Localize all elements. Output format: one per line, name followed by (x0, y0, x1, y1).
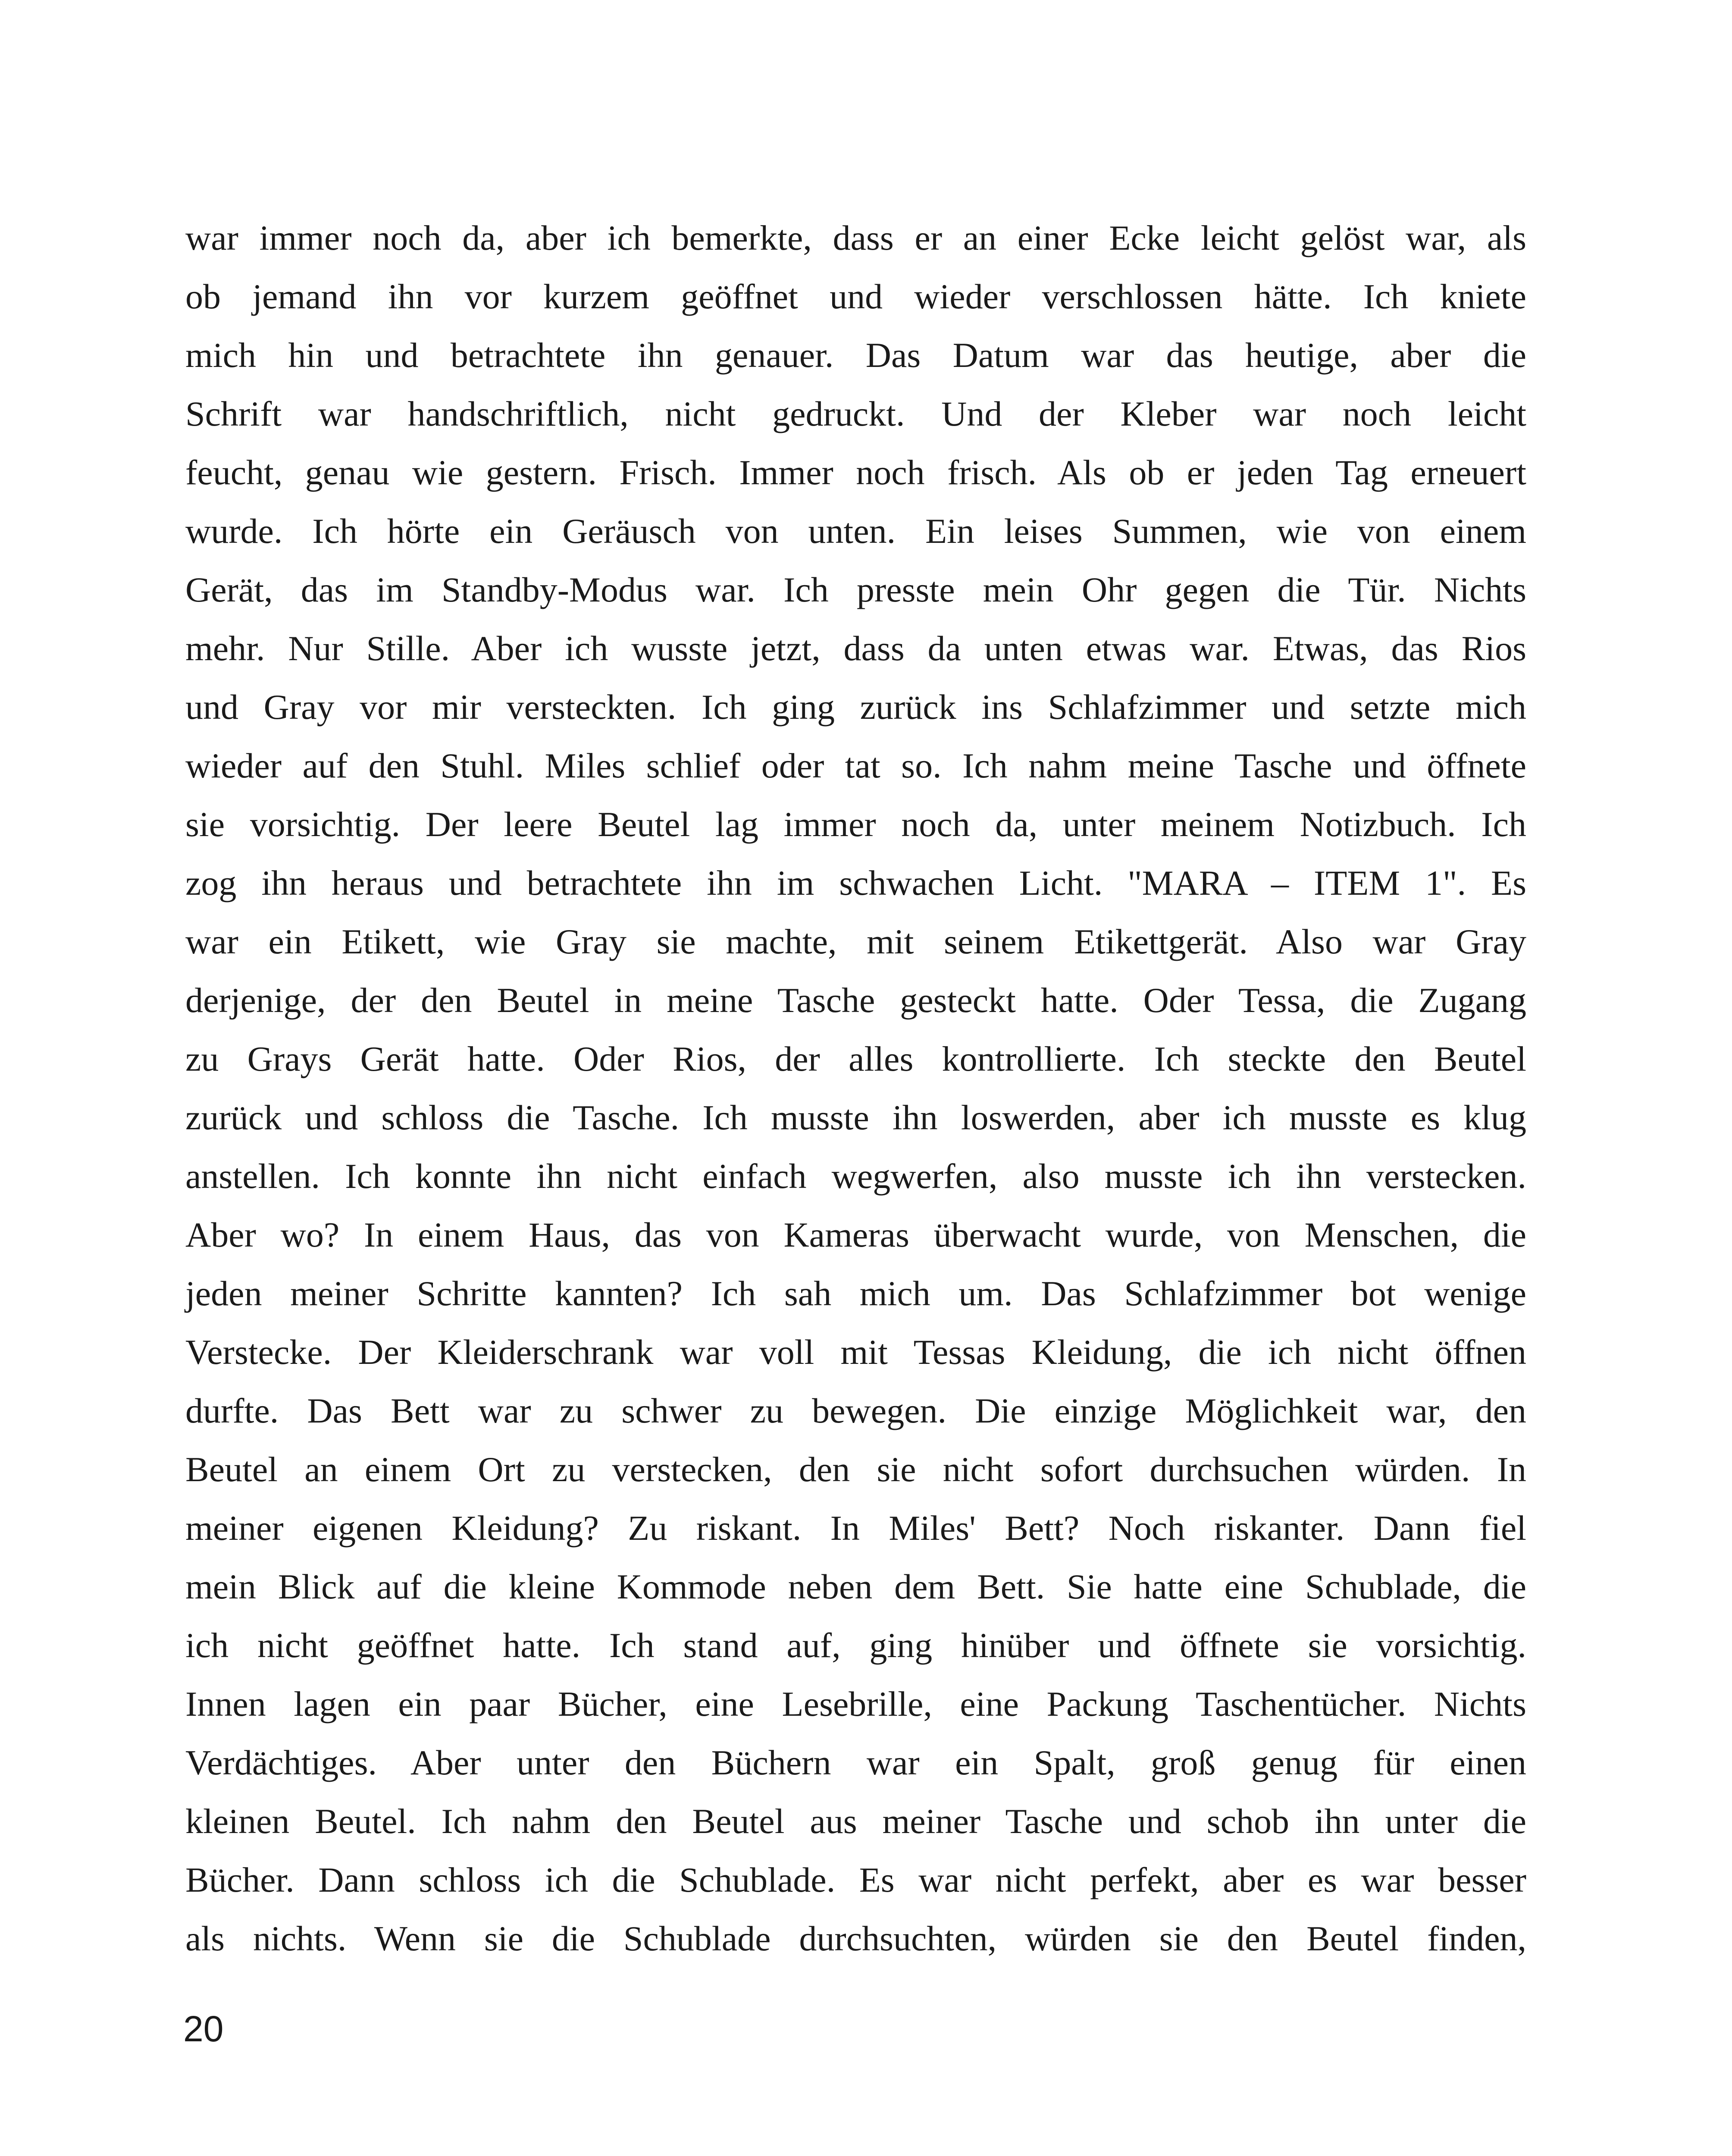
text-line: Innen lagen ein paar Bücher, eine Lesebrille, eine Packung Taschentücher. Nichts (185, 1684, 1526, 1724)
text-line: feucht, genau wie gestern. Frisch. Immer noch frisch. Als ob er jeden Tag erneuert (185, 453, 1526, 492)
text-line: Beutel an einem Ort zu verstecken, den sie nicht sofort durchsuchen würden. In (185, 1450, 1526, 1489)
text-line: war ein Etikett, wie Gray sie machte, mit seinem Etikettgerät. Also war Gray (185, 922, 1526, 961)
text-line: anstellen. Ich konnte ihn nicht einfach wegwerfen, also musste ich ihn verstecken. (185, 1156, 1526, 1196)
text-line: Aber wo? In einem Haus, das von Kameras überwacht wurde, von Menschen, die (185, 1215, 1526, 1254)
text-line: jeden meiner Schritte kannten? Ich sah mich um. Das Schlafzimmer bot wenige (185, 1274, 1526, 1313)
text-line: derjenige, der den Beutel in meine Tasche gesteckt hatte. Oder Tessa, die Zugang (185, 981, 1526, 1020)
text-line: Verdächtiges. Aber unter den Büchern war ein Spalt, groß genug für einen (185, 1743, 1526, 1782)
text-line: Bücher. Dann schloss ich die Schublade. Es war nicht perfekt, aber es war besser (185, 1860, 1526, 1899)
text-line: ich nicht geöffnet hatte. Ich stand auf, ging hinüber und öffnete sie vorsichtig. (185, 1626, 1526, 1665)
body-paragraph (185, 209, 1526, 1968)
text-line: Gerät, das im Standby-Modus war. Ich presste mein Ohr gegen die Tür. Nichts (185, 570, 1526, 609)
text-line: durfte. Das Bett war zu schwer zu bewegen. Die einzige Möglichkeit war, den (185, 1391, 1526, 1430)
text-line: mein Blick auf die kleine Kommode neben dem Bett. Sie hatte eine Schublade, die (185, 1567, 1526, 1606)
text-line: sie vorsichtig. Der leere Beutel lag immer noch da, unter meinem Notizbuch. Ich (185, 805, 1526, 844)
text-line: wieder auf den Stuhl. Miles schlief oder tat so. Ich nahm meine Tasche und öffnete (185, 746, 1526, 785)
page-number: 20 (183, 2009, 224, 2049)
text-line: mich hin und betrachtete ihn genauer. Das Datum war das heutige, aber die (185, 335, 1526, 375)
text-line: zog ihn heraus und betrachtete ihn im schwachen Licht. "MARA – ITEM 1". Es (185, 863, 1526, 903)
text-line: zu Grays Gerät hatte. Oder Rios, der alles kontrollierte. Ich steckte den Beutel (185, 1039, 1526, 1078)
text-line: wurde. Ich hörte ein Geräusch von unten. Ein leises Summen, wie von einem (185, 511, 1526, 551)
text-line: ob jemand ihn vor kurzem geöffnet und wieder verschlossen hätte. Ich kniete (185, 277, 1526, 316)
text-line: als nichts. Wenn sie die Schublade durchsuchten, würden sie den Beutel finden, (185, 1919, 1526, 1958)
text-line: zurück und schloss die Tasche. Ich musste ihn loswerden, aber ich musste es klug (185, 1098, 1526, 1137)
text-line: Verstecke. Der Kleiderschrank war voll mit Tessas Kleidung, die ich nicht öffnen (185, 1332, 1526, 1372)
text-line: war immer noch da, aber ich bemerkte, dass er an einer Ecke leicht gelöst war, als (185, 218, 1526, 257)
text-line: kleinen Beutel. Ich nahm den Beutel aus meiner Tasche und schob ihn unter die (185, 1802, 1526, 1841)
text-line: und Gray vor mir versteckten. Ich ging zurück ins Schlafzimmer und setzte mich (185, 687, 1526, 727)
text-line: mehr. Nur Stille. Aber ich wusste jetzt, dass da unten etwas war. Etwas, das Rios (185, 629, 1526, 668)
text-line: Schrift war handschriftlich, nicht gedruckt. Und der Kleber war noch leicht (185, 394, 1526, 433)
text-line: meiner eigenen Kleidung? Zu riskant. In Miles' Bett? Noch riskanter. Dann fiel (185, 1508, 1526, 1548)
